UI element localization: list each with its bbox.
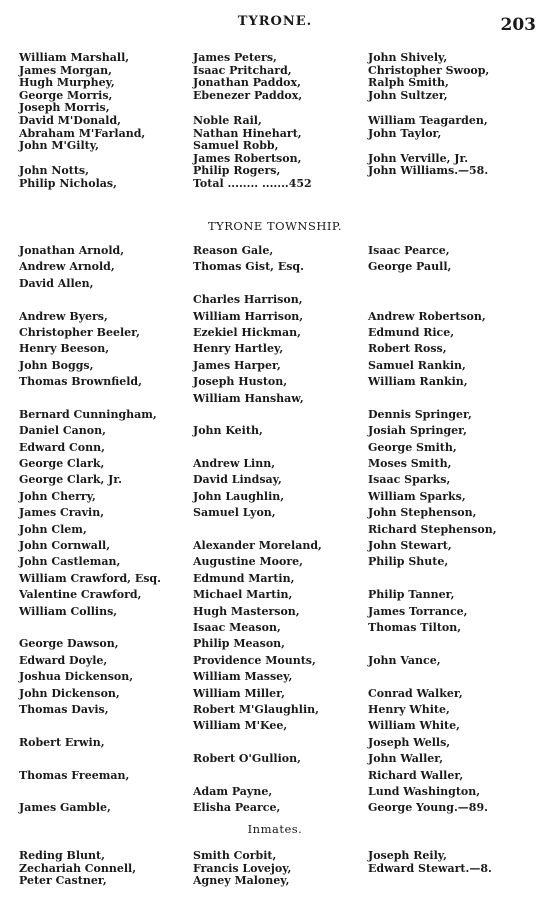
name-entry: Samuel Rankin, xyxy=(368,358,466,372)
name-entry: John Shively, xyxy=(368,51,448,64)
inmates-heading: Inmates. xyxy=(247,822,303,836)
name-entry: Alexander Moreland, xyxy=(193,539,322,553)
name-entry: Valentine Crawford, xyxy=(19,588,142,602)
township-column-2 xyxy=(193,243,322,817)
name-entry: Hugh Masterson, xyxy=(193,604,300,618)
township-column-1 xyxy=(19,243,161,817)
name-entry: Isaac Pritchard, xyxy=(193,63,292,77)
name-entry: Bernard Cunningham, xyxy=(19,407,157,421)
tyrone-column-3 xyxy=(368,52,489,178)
name-entry: Hugh Murphey, xyxy=(19,76,115,90)
name-entry: Andrew Byers, xyxy=(19,309,108,323)
name-entry: George Clark, Jr. xyxy=(19,473,123,487)
name-entry: Zechariah Connell, xyxy=(19,861,137,875)
name-entry: James Morgan, xyxy=(19,63,112,77)
name-entry: David M'Donald, xyxy=(19,113,122,127)
name-entry: Smith Corbit, xyxy=(193,849,277,862)
name-entry: William Teagarden, xyxy=(368,113,488,127)
name-entry: Thomas Brownfield, xyxy=(19,375,142,389)
spacer xyxy=(193,276,322,292)
name-entry: William Rankin, xyxy=(368,375,468,389)
name-entry: Christopher Swoop, xyxy=(368,63,490,77)
name-entry: Philip Tanner, xyxy=(368,588,455,602)
name-entry: William Crawford, Esq. xyxy=(19,571,161,585)
name-entry: William M'Kee, xyxy=(193,719,288,733)
name-entry: Augustine Moore, xyxy=(193,555,303,569)
name-entry: James Torrance, xyxy=(368,604,468,618)
spacer xyxy=(368,292,497,308)
name-entry: William Sparks, xyxy=(368,489,466,503)
name-entry: John Sultzer, xyxy=(368,88,448,102)
name-entry: John Stewart, xyxy=(368,539,452,553)
name-entry: Philip Nicholas, xyxy=(19,176,117,190)
name-entry: John Keith, xyxy=(193,424,263,438)
name-entry: Reason Gale, xyxy=(193,244,274,257)
name-entry: Richard Stephenson, xyxy=(368,522,497,536)
name-entry: Edward Doyle, xyxy=(19,653,108,667)
name-entry: Henry White, xyxy=(368,702,450,716)
spacer xyxy=(368,636,497,652)
name-entry: John Cornwall, xyxy=(19,539,111,553)
name-entry: Ezekiel Hickman, xyxy=(193,325,301,339)
name-entry: Andrew Arnold, xyxy=(19,260,115,274)
name-entry: Thomas Davis, xyxy=(19,702,109,716)
name-entry: Joseph Wells, xyxy=(368,735,451,749)
name-entry: Dennis Springer, xyxy=(368,407,472,421)
name-entry: George Morris, xyxy=(19,88,113,102)
name-entry: Ralph Smith, xyxy=(368,76,449,90)
tyrone-column-1 xyxy=(19,52,145,191)
name-entry: Robert O'Gullion, xyxy=(193,752,301,766)
name-entry: Elisha Pearce, xyxy=(193,801,281,815)
name-entry: Nathan Hinehart, xyxy=(193,126,302,140)
name-entry: George Young.—89. xyxy=(368,801,488,815)
name-entry: James Peters, xyxy=(193,51,277,64)
name-entry: Philip Rogers, xyxy=(193,164,281,178)
name-entry: Total ........ .......452 xyxy=(193,176,312,190)
spacer xyxy=(193,735,322,751)
name-entry: George Paull, xyxy=(368,260,452,274)
name-entry: James Robertson, xyxy=(193,151,302,165)
name-entry: Adam Payne, xyxy=(193,784,273,798)
name-entry: Noble Rail, xyxy=(193,113,262,127)
name-entry: John Clem, xyxy=(19,522,87,536)
name-entry: William Hanshaw, xyxy=(193,391,304,405)
spacer xyxy=(19,718,161,734)
spacer xyxy=(368,669,497,685)
name-entry: Robert Erwin, xyxy=(19,735,105,749)
name-entry: Jonathan Arnold, xyxy=(19,244,125,257)
spacer xyxy=(193,440,322,456)
name-entry: Henry Hartley, xyxy=(193,342,284,356)
spacer xyxy=(19,391,161,407)
name-entry: John Vance, xyxy=(368,653,441,667)
name-entry: Samuel Lyon, xyxy=(193,506,276,520)
name-entry: Edward Conn, xyxy=(19,440,105,454)
name-entry: Philip Meason, xyxy=(193,637,285,651)
name-entry: Thomas Tilton, xyxy=(368,620,462,634)
name-entry: Joseph Huston, xyxy=(193,375,288,389)
name-entry: Michael Martin, xyxy=(193,588,293,602)
name-entry: John Verville, Jr. xyxy=(368,151,469,165)
name-entry: Isaac Meason, xyxy=(193,620,281,634)
inmates-column-1 xyxy=(19,850,136,888)
name-entry: Andrew Robertson, xyxy=(368,309,486,323)
spacer xyxy=(19,620,161,636)
name-entry: John Cherry, xyxy=(19,489,96,503)
name-entry: William White, xyxy=(368,719,460,733)
name-entry: Samuel Robb, xyxy=(193,139,279,153)
name-entry: James Harper, xyxy=(193,358,281,372)
name-entry: George Dawson, xyxy=(19,637,119,651)
name-entry: Daniel Canon, xyxy=(19,424,106,438)
name-entry: Joseph Morris, xyxy=(19,101,110,115)
name-entry: John Notts, xyxy=(19,164,89,178)
name-entry: William Collins, xyxy=(19,604,118,618)
name-entry: James Gamble, xyxy=(19,801,111,815)
name-entry: Edmund Martin, xyxy=(193,571,295,585)
name-entry: John Laughlin, xyxy=(193,489,285,503)
name-entry: Philip Shute, xyxy=(368,555,449,569)
spacer xyxy=(19,751,161,767)
name-entry: Providence Mounts, xyxy=(193,653,316,667)
spacer xyxy=(19,784,161,800)
name-entry: Ebenezer Paddox, xyxy=(193,88,303,102)
name-entry: Robert Ross, xyxy=(368,342,447,356)
name-entry: Lund Washington, xyxy=(368,784,481,798)
name-entry: Charles Harrison, xyxy=(193,293,303,307)
name-entry: David Allen, xyxy=(19,276,94,290)
name-entry: William Harrison, xyxy=(193,309,304,323)
spacer xyxy=(368,571,497,587)
name-entry: Conrad Walker, xyxy=(368,686,463,700)
page-number: 203 xyxy=(500,15,536,35)
name-entry: David Lindsay, xyxy=(193,473,282,487)
name-entry: Christopher Beeler, xyxy=(19,325,140,339)
name-entry: John Williams.—58. xyxy=(368,164,489,178)
name-entry: William Marshall, xyxy=(19,51,130,64)
name-entry: Abraham M'Farland, xyxy=(19,126,146,140)
spacer xyxy=(19,292,161,308)
name-entry: John Taylor, xyxy=(368,126,442,140)
name-entry: William Miller, xyxy=(193,686,286,700)
name-entry: George Clark, xyxy=(19,457,105,471)
name-entry: Joseph Reily, xyxy=(368,849,447,862)
name-entry: Henry Beeson, xyxy=(19,342,110,356)
name-entry: Joshua Dickenson, xyxy=(19,670,134,684)
name-entry: Francis Lovejoy, xyxy=(193,861,292,875)
name-entry: Jonathan Paddox, xyxy=(193,76,301,90)
name-entry: John Dickenson, xyxy=(19,686,120,700)
name-entry: Thomas Freeman, xyxy=(19,768,130,782)
name-entry: Andrew Linn, xyxy=(193,457,276,471)
inmates-column-3 xyxy=(368,850,492,875)
name-entry: Robert M'Glaughlin, xyxy=(193,702,319,716)
name-entry: Reding Blunt, xyxy=(19,849,105,862)
name-entry: John Waller, xyxy=(368,752,444,766)
name-entry: Thomas Gist, Esq. xyxy=(193,260,304,274)
township-column-3 xyxy=(368,243,497,817)
running-header: TYRONE. xyxy=(237,14,313,29)
name-entry: Josiah Springer, xyxy=(368,424,467,438)
name-entry: Edmund Rice, xyxy=(368,325,455,339)
name-entry: John Boggs, xyxy=(19,358,94,372)
spacer xyxy=(193,407,322,423)
spacer xyxy=(368,391,497,407)
name-entry: William Massey, xyxy=(193,670,293,684)
spacer xyxy=(193,768,322,784)
spacer xyxy=(368,276,497,292)
name-entry: Peter Castner, xyxy=(19,874,107,888)
spacer xyxy=(368,140,489,153)
spacer xyxy=(193,522,322,538)
name-entry: John M'Gilty, xyxy=(19,139,99,153)
name-entry: Isaac Sparks, xyxy=(368,473,451,487)
name-entry: Edward Stewart.—8. xyxy=(368,861,492,875)
township-heading: TYRONE TOWNSHIP. xyxy=(208,219,342,233)
name-entry: Agney Maloney, xyxy=(193,874,290,888)
name-entry: John Stephenson, xyxy=(368,506,477,520)
inmates-column-2 xyxy=(193,850,291,888)
tyrone-column-2 xyxy=(193,52,312,191)
name-entry: John Castleman, xyxy=(19,555,121,569)
name-entry: James Cravin, xyxy=(19,506,105,520)
name-entry: Isaac Pearce, xyxy=(368,244,450,257)
name-entry: George Smith, xyxy=(368,440,457,454)
name-entry: Moses Smith, xyxy=(368,457,452,471)
name-entry: Richard Waller, xyxy=(368,768,464,782)
